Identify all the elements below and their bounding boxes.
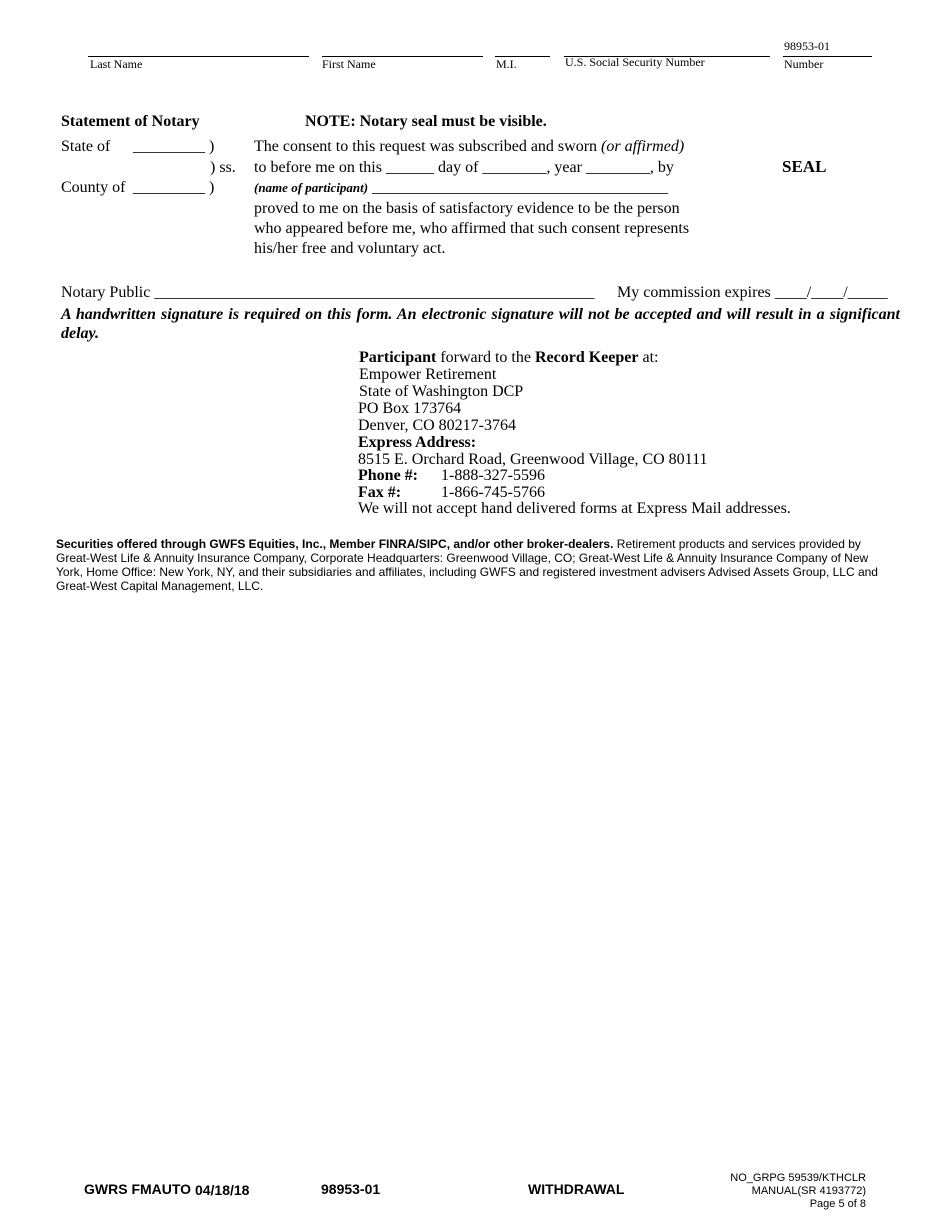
ss-label: ) ss.: [210, 159, 236, 176]
county-of-label: County of: [61, 179, 126, 196]
state-of-label: State of: [61, 138, 111, 155]
fax-label: Fax #:: [358, 484, 402, 501]
proof-line-3: his/her free and voluntary act.: [254, 240, 446, 257]
phone-number: 1-888-327-5596: [441, 467, 545, 484]
notary-public-row: [61, 283, 594, 303]
fax-row: [358, 484, 545, 501]
ssn-label: U.S. Social Security Number: [565, 55, 705, 69]
address-line-1: Empower Retirement: [359, 366, 497, 383]
address-line-2: State of Washington DCP: [359, 383, 524, 400]
phone-row: [358, 467, 545, 484]
address-line-4: Denver, CO 80217-3764: [358, 417, 516, 434]
phone-label: Phone #:: [358, 467, 418, 484]
number-label: Number: [784, 57, 824, 71]
notary-note: NOTE: Notary seal must be visible.: [305, 113, 547, 130]
notary-title: Statement of Notary: [61, 113, 200, 130]
at-text: at:: [638, 349, 659, 366]
express-address: 8515 E. Orchard Road, Greenwood Village, CO 80111: [358, 451, 708, 468]
state-blank[interactable]: _________ ): [133, 138, 215, 155]
form-number-top: 98953-01: [784, 39, 830, 53]
consent-line-2[interactable]: to before me on this ______ day of ________, year ________, by: [254, 159, 674, 176]
commission-expires[interactable]: My commission expires ____/____/_____: [617, 284, 888, 301]
forward-to-text: forward to the: [436, 349, 535, 366]
record-keeper-word: Record Keeper: [534, 349, 639, 366]
fax-number: 1-866-745-5766: [441, 484, 545, 501]
express-notice: We will not accept hand delivered forms at Express Mail addresses.: [358, 500, 791, 517]
handwritten-notice: A handwritten signature is required on this form. An electronic signature will not be accepted and will result in a significant delay.: [61, 306, 900, 342]
notary-signature-blank[interactable]: _______________________________________________________: [154, 284, 595, 301]
express-address-label: Express Address:: [358, 434, 477, 451]
name-of-participant-label: (name of participant): [254, 180, 369, 195]
mi-label: M.I.: [496, 57, 517, 71]
footer-code: [84, 1181, 249, 1197]
or-affirmed-text: (or affirmed): [601, 138, 685, 155]
consent-line-1: [254, 137, 684, 157]
participant-name-blank[interactable]: _____________________________________: [372, 179, 669, 196]
participant-word: Participant: [359, 349, 437, 366]
proof-line-1: proved to me on the basis of satisfactory evidence to be the person: [254, 200, 680, 217]
page-number: Page 5 of 8: [809, 1198, 866, 1210]
first-name-label: First Name: [322, 57, 376, 71]
county-blank[interactable]: _________ ): [133, 179, 215, 196]
forward-instructions: [359, 349, 658, 366]
participant-name-line[interactable]: [254, 178, 668, 198]
consent-text: The consent to this request was subscribed and sworn: [254, 138, 602, 155]
address-line-3: PO Box 173764: [358, 400, 462, 417]
footer-date: 04/18/18: [194, 1182, 250, 1198]
footer-form-number: 98953-01: [321, 1181, 381, 1197]
footer-code-text: GWRS FMAUTO: [84, 1181, 192, 1197]
disclosure-text: Retirement products and services provided by Great-West Life & Annuity Insurance Company, Corporate Headquarters: Greenwood Village, CO; Great-West Life & Annuity Insurance Company of New York, Home Office: New York, NY, and their subsidiaries and affiliates, including GWFS and registered investment advisers Advised Assets Group, LLC and Great-West Capital Management, LLC.: [56, 537, 878, 593]
seal-label: SEAL: [782, 157, 827, 176]
footer-type: WITHDRAWAL: [528, 1181, 625, 1197]
disclosure-bold: Securities offered through GWFS Equities, Inc., Member FINRA/SIPC, and/or other broker-dealers.: [56, 537, 614, 551]
last-name-label: Last Name: [90, 57, 143, 71]
notary-public-label: Notary Public: [61, 284, 151, 301]
footer-ref-line-2: MANUAL(SR 4193772): [751, 1185, 866, 1197]
proof-line-2: who appeared before me, who affirmed that such consent represents: [254, 220, 690, 237]
securities-disclosure: [56, 537, 892, 593]
footer-reference: [730, 1172, 866, 1211]
footer-ref-line-1: NO_GRPG 59539/KTHCLR: [730, 1172, 866, 1184]
